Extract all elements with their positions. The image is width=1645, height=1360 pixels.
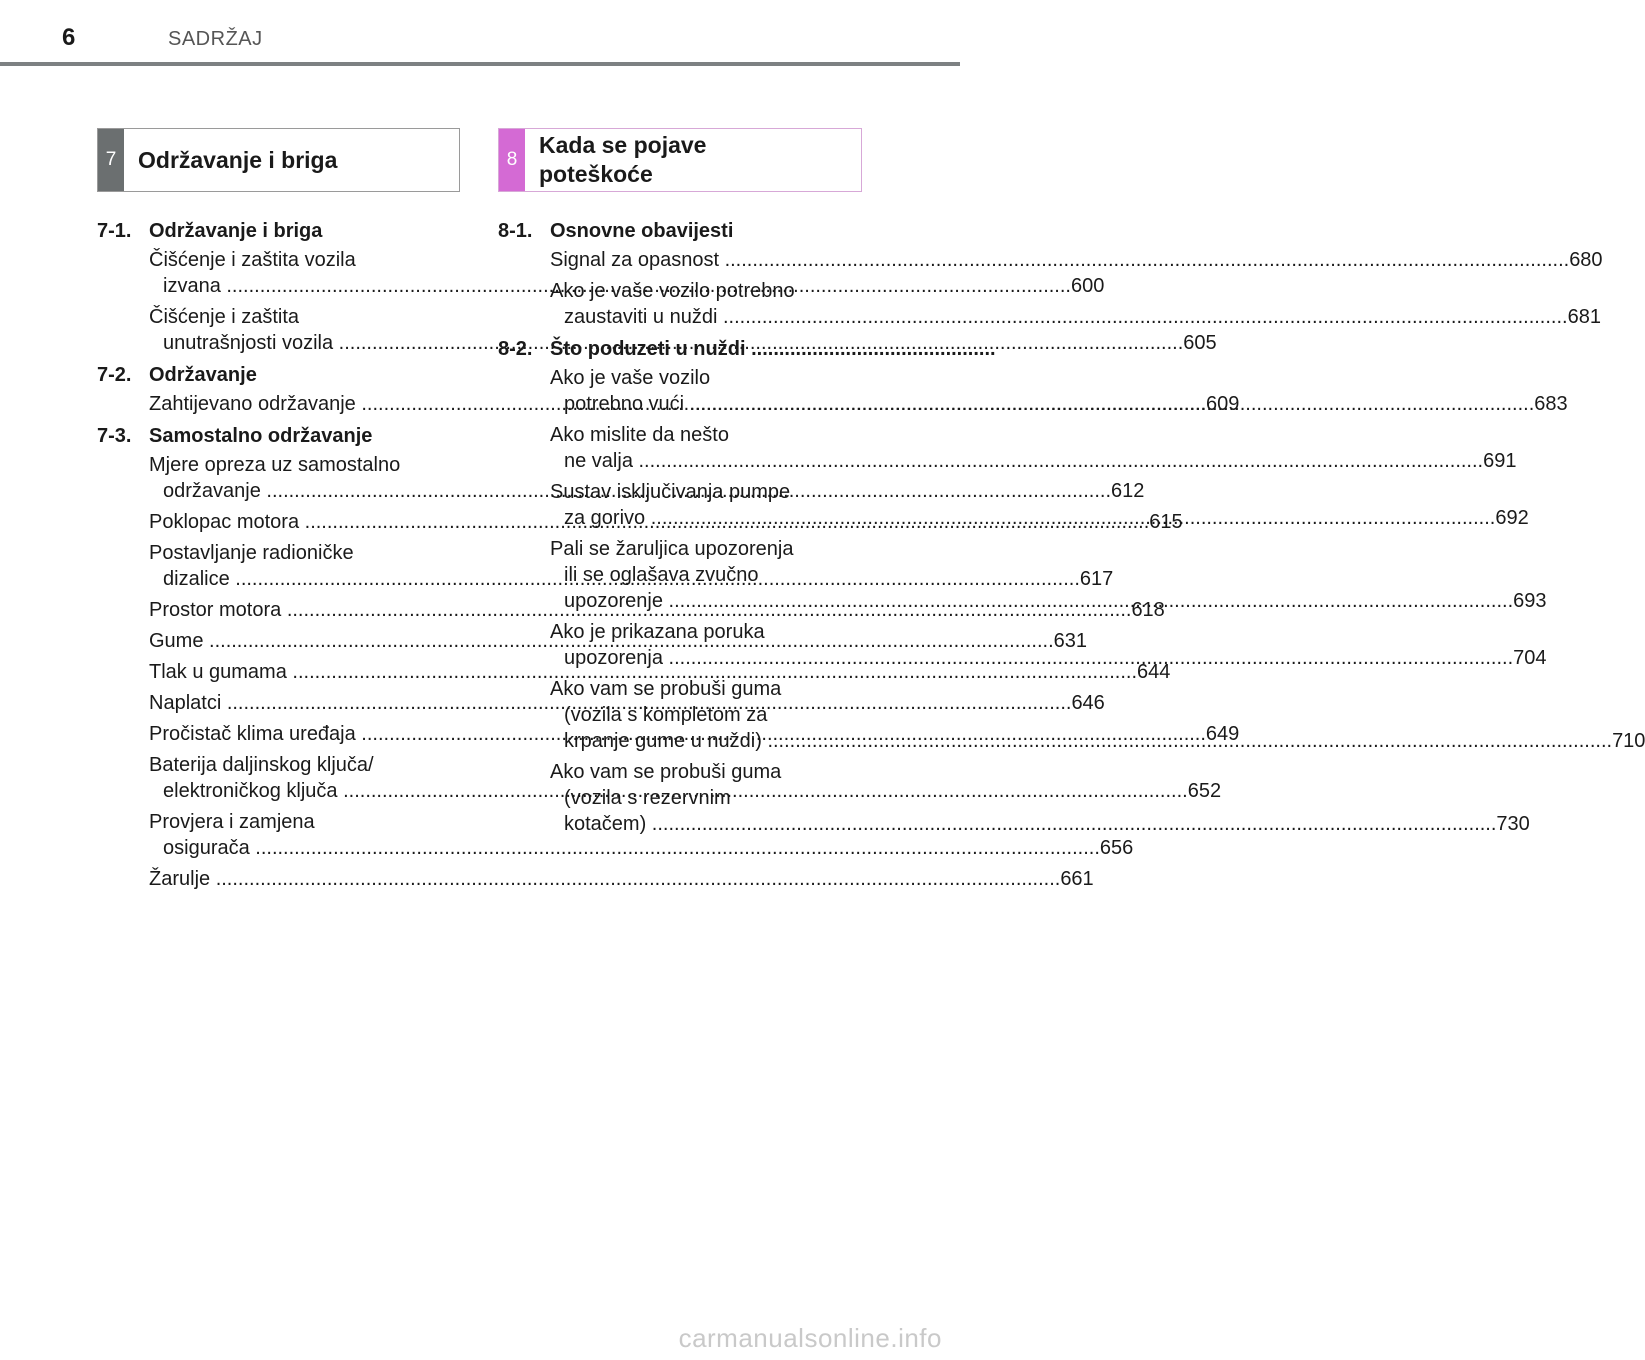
toc-entry-last-line [550, 811, 1530, 837]
toc-entry-text: upozorenja ..... [564, 645, 1513, 671]
chapter-title: Osnovne obavijesti [550, 220, 734, 242]
toc-entry-text: elektroničkog ključa ..... [163, 778, 1188, 804]
toc-entry-text: krpanje gume u nuždi) ..... [564, 728, 1612, 754]
toc-entry-text: Tlak u gumama ..... [149, 659, 1137, 685]
toc-entry-last-line [550, 304, 1601, 330]
toc-entry[interactable] [550, 422, 1517, 474]
toc-entry-text: Ako vam se probuši guma [550, 761, 782, 783]
section-8-header [498, 128, 862, 192]
section-7-header [97, 128, 460, 192]
page-ref: 704 [1513, 647, 1547, 669]
header-divider [0, 62, 960, 66]
page-ref: 600 [1070, 275, 1105, 297]
page-ref: 612 [1111, 480, 1145, 502]
chapter-number: 8-2. [498, 338, 533, 360]
toc-entry-text: zaustaviti u nuždi ..... [564, 304, 1568, 330]
toc-entry-text: Poklopac motora ..... [149, 509, 1149, 535]
chapter-title: Održavanje i briga [149, 220, 323, 242]
page-ref: 693 [1513, 590, 1547, 612]
toc-chapter-heading[interactable] [97, 423, 447, 449]
toc-entry-text: Sustav isključivanja pumpe [550, 481, 791, 503]
section-heading: SADRŽAJ [168, 28, 263, 50]
toc-entry-text: Čišćenje i zaštita vozila [149, 249, 356, 271]
toc-entry-text: (vozila s kompletom za [564, 704, 768, 726]
toc-chapter-heading[interactable] [97, 362, 447, 388]
page-ref: 652 [1187, 780, 1222, 802]
toc-entry-text: Postavljanje radioničke [149, 542, 354, 564]
toc-entry-last-line [149, 659, 1171, 685]
section-8-title-line: Kada se pojave [539, 132, 707, 158]
chapter-number: 7-3. [97, 425, 132, 447]
toc-entry[interactable] [149, 866, 1094, 892]
section-8-title [525, 131, 706, 189]
chapter-number: 8-1. [498, 220, 533, 242]
chapter-title [550, 336, 996, 362]
section-7-title: Održavanje i briga [138, 146, 338, 173]
chapter-title: Održavanje [149, 364, 257, 386]
chapter-number: 7-1. [97, 220, 132, 242]
page-ref: 617 [1079, 568, 1114, 590]
toc-entry-text: Čišćenje i zaštita [149, 306, 300, 328]
toc-entry[interactable] [149, 659, 1171, 685]
section-8-number-tab: 8 [499, 129, 525, 191]
toc-entry-text: Ako je vaše vozilo potrebno [550, 280, 795, 302]
toc-chapter-heading[interactable] [498, 218, 850, 244]
toc-entry-text: Provjera i zamjena [149, 811, 315, 833]
page-ref: 691 [1483, 450, 1517, 472]
chapter-number: 7-2. [97, 364, 132, 386]
toc-entry-text: Baterija daljinskog ključa/ [149, 754, 374, 776]
toc-entry-text: (vozila s rezervnim [564, 787, 731, 809]
toc-entry-text: upozorenje ..... [564, 588, 1513, 614]
toc-entry-text: Signal za opasnost ..... [550, 247, 1569, 273]
page-ref: 730 [1496, 813, 1530, 835]
page-ref: 618 [1131, 599, 1165, 621]
toc-entry-last-line [149, 866, 1094, 892]
page-number: 6 [62, 24, 76, 51]
toc-entry[interactable] [550, 247, 1603, 273]
page-ref: 609 [1205, 393, 1240, 415]
toc-entry-text: Pročistač klima uređaja ..... [149, 721, 1206, 747]
toc-entry-text: unutrašnjosti vozila ..... [163, 330, 1183, 356]
toc-entry-text: za gorivo ..... [564, 505, 1495, 531]
page-ref: 692 [1495, 507, 1529, 529]
dot-leader: ............................................ [745, 338, 996, 360]
section-8-title-line: poteškoće [539, 161, 653, 187]
toc-entry-text: Pali se žaruljica upozorenja [550, 538, 794, 560]
toc-entry-text: Ako vam se probuši guma [550, 678, 782, 700]
page-ref: 656 [1099, 837, 1134, 859]
toc-entry-text: Prostor motora ..... [149, 597, 1131, 623]
page-ref: 680 [1569, 249, 1603, 271]
toc-entry-text: osigurača ..... [163, 835, 1100, 861]
toc-entry-text: Mjere opreza uz samostalno [149, 454, 401, 476]
toc-chapter-heading[interactable] [498, 336, 996, 362]
toc-entry-text: kotačem) ..... [564, 811, 1496, 837]
watermark: carmanualsonline.info [678, 1323, 942, 1353]
chapter-title: Samostalno održavanje [149, 425, 373, 447]
page-ref: 605 [1183, 332, 1217, 354]
toc-entry-last-line [149, 835, 1134, 861]
page-ref: 615 [1149, 511, 1183, 533]
toc-entry-text: izvana ..... [163, 273, 1071, 299]
page-ref: 646 [1071, 692, 1105, 714]
toc-entry-text: Zahtijevano održavanje ..... [149, 391, 1206, 417]
page-ref: 649 [1205, 723, 1240, 745]
toc-entry-text: ili se oglašava zvučno [564, 564, 759, 586]
page-ref: 683 [1534, 393, 1568, 415]
toc-entry-text: Gume ..... [149, 628, 1054, 654]
toc-entry-text: Ako mislite da nešto [550, 424, 729, 446]
toc-entry-text: potrebno vući ..... [564, 391, 1534, 417]
toc-entry-last-line [550, 645, 1547, 671]
page-ref: 644 [1137, 661, 1171, 683]
toc-entry-text: Ako je vaše vozilo [550, 367, 711, 389]
toc-entry-text: održavanje ..... [163, 478, 1111, 504]
toc-entry-text: dizalice ..... [163, 566, 1080, 592]
toc-chapter-heading[interactable] [97, 218, 447, 244]
chapter-title-text: Što poduzeti u nuždi [550, 338, 746, 360]
toc-entry-text: Naplatci ..... [149, 690, 1071, 716]
page-header [0, 0, 960, 68]
page-ref: 661 [1060, 868, 1094, 890]
toc-entry-text: Ako je prikazana poruka [550, 621, 765, 643]
page-ref: 710 [1612, 730, 1645, 752]
toc-entry-last-line [550, 247, 1603, 273]
toc-entry-text: ne valja ..... [564, 448, 1483, 474]
page-ref: 631 [1053, 630, 1088, 652]
toc-entry-last-line [550, 448, 1517, 474]
section-7-number-tab: 7 [98, 129, 124, 191]
page-ref: 681 [1567, 306, 1601, 328]
toc-entry-text: Žarulje ..... [149, 866, 1060, 892]
